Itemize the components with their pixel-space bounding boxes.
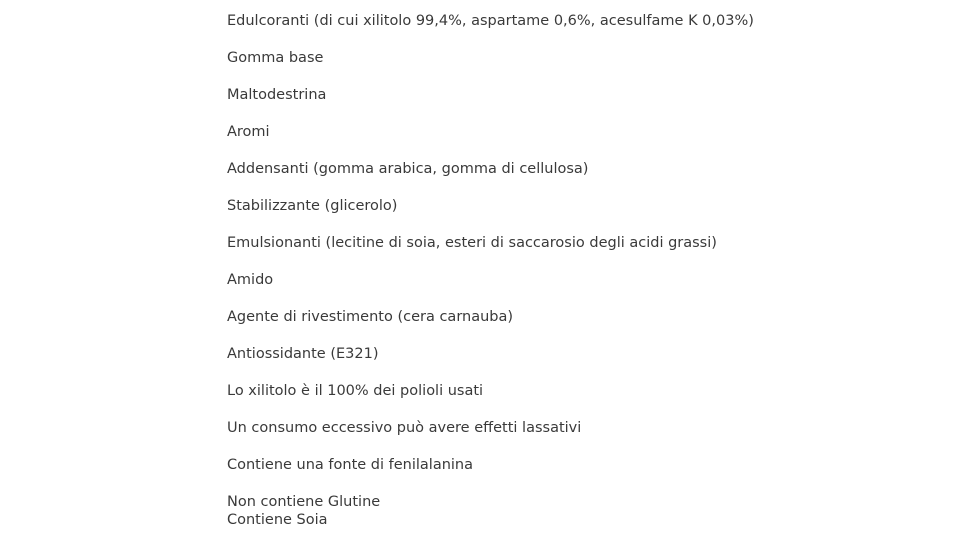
note-laxative-warning: Un consumo eccessivo può avere effetti lassativi [227,420,582,436]
ingredient-maltodextrin: Maltodestrina [227,87,327,103]
ingredient-antioxidant: Antiossidante (E321) [227,346,379,362]
ingredient-sweeteners: Edulcoranti (di cui xilitolo 99,4%, aspartame 0,6%, acesulfame K 0,03%) [227,13,754,29]
note-phenylalanine: Contiene una fonte di fenilalanina [227,457,474,473]
ingredient-gum-base: Gomma base [227,50,324,66]
ingredient-starch: Amido [227,272,274,288]
note-polyols: Lo xilitolo è il 100% dei polioli usati [227,383,484,399]
allergen-soy: Contiene Soia [227,512,328,528]
ingredient-list [227,12,927,529]
ingredient-emulsifiers: Emulsionanti (lecitine di soia, esteri di saccarosio degli acidi grassi) [227,235,717,251]
ingredient-thickeners: Addensanti (gomma arabica, gomma di cellulosa) [227,161,589,177]
ingredient-flavours: Aromi [227,124,270,140]
ingredient-stabilizer: Stabilizzante (glicerolo) [227,198,398,214]
allergen-info [227,493,927,529]
ingredient-glazing-agent: Agente di rivestimento (cera carnauba) [227,309,514,325]
allergen-gluten: Non contiene Glutine [227,494,381,510]
